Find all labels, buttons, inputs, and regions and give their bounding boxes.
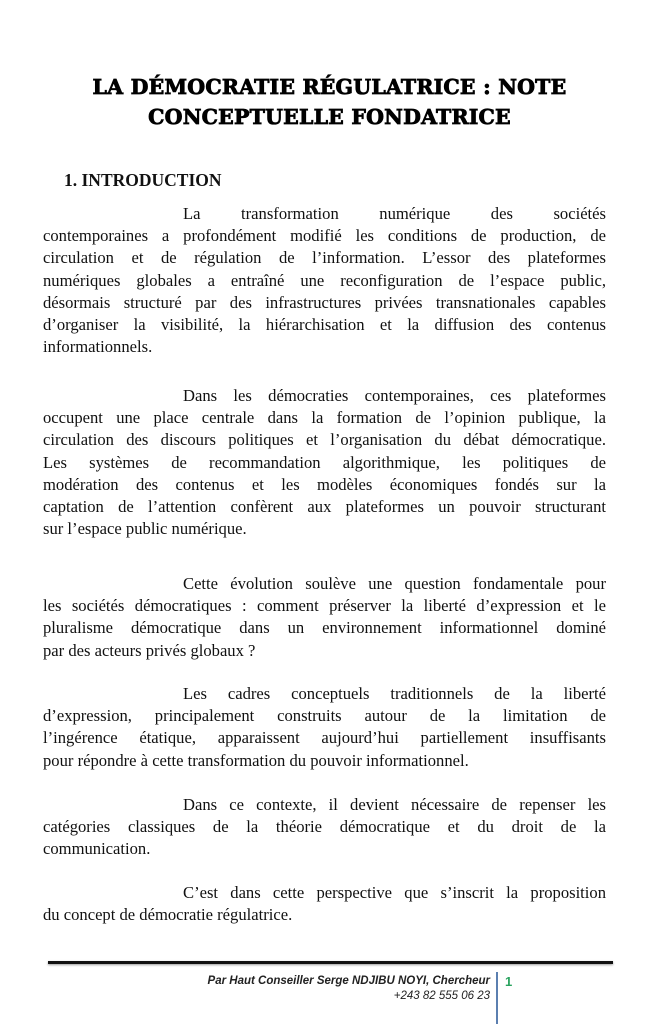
paragraph-line: Cette évolution soulève une question fondamentale pour (183, 574, 606, 593)
footer-divider (48, 961, 613, 964)
paragraph-line: Les systèmes de recommandation algorithmique, les politiques de (43, 452, 606, 472)
paragraph-line: les sociétés démocratiques : comment préserver la liberté d’expression et le (43, 596, 606, 616)
paragraph-3 (43, 573, 606, 662)
footer-author: Par Haut Conseiller Serge NDJIBU NOYI, Chercheur (207, 975, 490, 987)
paragraph-line: C’est dans cette perspective que s’inscrit la proposition (183, 883, 606, 902)
paragraph-line: l’ingérence étatique, apparaissent aujourd’hui partiellement insuffisants (43, 728, 606, 748)
page-number: 1 (505, 974, 513, 989)
paragraph-line: communication. (43, 839, 151, 859)
paragraph-line: captation de l’attention confèrent aux plateformes un pouvoir structurant (43, 496, 606, 516)
paragraph-6 (43, 882, 606, 926)
paragraph-line: Dans ce contexte, il devient nécessaire de repenser les (183, 795, 606, 814)
paragraph-line: occupent une place centrale dans la formation de l’opinion publique, la (43, 408, 606, 428)
paragraph-line: contemporaines a profondément modifié les conditions de production, de (43, 226, 606, 246)
paragraph-line: sur l’espace public numérique. (43, 519, 247, 539)
title-line-1: LA DÉMOCRATIE RÉGULATRICE : NOTE (92, 75, 567, 99)
paragraph-line: circulation et de régulation de l’information. L’essor des plateformes (43, 248, 606, 268)
paragraph-line: désormais structuré par des infrastructures privées transnationales capables (43, 292, 606, 312)
paragraph-line: pluralisme démocratique dans un environnement informationnel dominé (43, 618, 606, 638)
document-title (0, 72, 659, 132)
paragraph-line: circulation des discours politiques et l’organisation du débat démocratique. (43, 430, 606, 450)
paragraph-line: pour répondre à cette transformation du pouvoir informationnel. (43, 750, 469, 770)
paragraph-line: La transformation numérique des sociétés (183, 204, 606, 223)
footer-phone: +243 82 555 06 23 (393, 990, 490, 1002)
paragraph-line: numériques globales a entraîné une reconfiguration de l’espace public, (43, 270, 606, 290)
title-line-2: CONCEPTUELLE FONDATRICE (148, 105, 511, 129)
paragraph-line: Dans les démocraties contemporaines, ces plateformes (183, 386, 606, 405)
paragraph-4 (43, 683, 606, 772)
paragraph-line: modération des contenus et les modèles économiques fondés sur la (43, 474, 606, 494)
paragraph-1 (43, 203, 606, 358)
paragraph-line: d’organiser la visibilité, la hiérarchisation et la diffusion des contenus (43, 314, 606, 334)
paragraph-5 (43, 794, 606, 861)
footer-vertical-bar (496, 972, 498, 1024)
section-heading: 1. INTRODUCTION (64, 170, 222, 190)
paragraph-line: catégories classiques de la théorie démocratique et du droit de la (43, 817, 606, 837)
paragraph-line: informationnels. (43, 337, 153, 357)
paragraph-line: du concept de démocratie régulatrice. (43, 905, 293, 925)
paragraph-line: Les cadres conceptuels traditionnels de la liberté (183, 684, 606, 703)
paragraph-line: par des acteurs privés globaux ? (43, 640, 256, 660)
paragraph-line: d’expression, principalement construits autour de la limitation de (43, 706, 606, 726)
paragraph-2 (43, 385, 606, 540)
